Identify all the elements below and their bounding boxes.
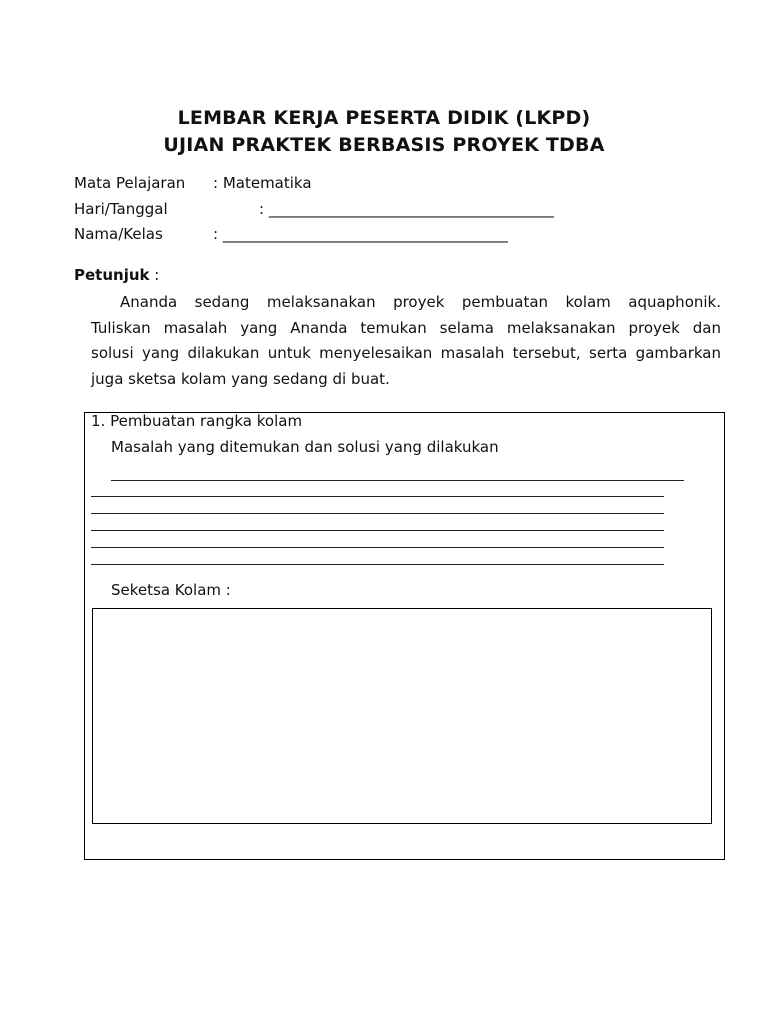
answer-line[interactable] xyxy=(91,513,664,514)
instructions-line-1: Ananda sedang melaksanakan proyek pembuatan kolam aquaphonik. xyxy=(120,293,721,311)
sketch-label: Seketsa Kolam : xyxy=(111,581,231,599)
answer-line[interactable] xyxy=(91,564,664,565)
document-title: LEMBAR KERJA PESERTA DIDIK (LKPD) xyxy=(177,107,591,129)
instructions-line-2: Tuliskan masalah yang Ananda temukan selama melaksanakan proyek dan xyxy=(91,319,721,337)
answer-line[interactable] xyxy=(91,547,664,548)
answer-line[interactable] xyxy=(111,480,684,481)
document-subtitle: UJIAN PRAKTEK BERBASIS PROYEK TDBA xyxy=(163,134,605,156)
task-item-title: 1. Pembuatan rangka kolam xyxy=(91,412,303,430)
date-label: Hari/Tanggal xyxy=(74,200,168,218)
instructions-label: Petunjuk xyxy=(74,266,150,284)
instructions-colon: : xyxy=(149,266,160,284)
instructions-line-3: solusi yang dilakukan untuk menyelesaikan masalah tersebut, serta gambarkan xyxy=(91,344,721,362)
sketch-area[interactable] xyxy=(92,608,712,824)
subject-value: : Matematika xyxy=(213,174,312,192)
task-prompt: Masalah yang ditemukan dan solusi yang dilakukan xyxy=(111,438,499,456)
name-class-label: Nama/Kelas xyxy=(74,225,163,243)
instructions-heading xyxy=(74,266,159,284)
date-field[interactable]: : ______________________________________ xyxy=(259,200,554,218)
answer-line[interactable] xyxy=(91,530,664,531)
instructions-line-4: juga sketsa kolam yang sedang di buat. xyxy=(91,370,390,388)
name-class-field[interactable]: : ______________________________________ xyxy=(213,225,508,243)
subject-label: Mata Pelajaran xyxy=(74,174,186,192)
answer-line[interactable] xyxy=(91,496,664,497)
